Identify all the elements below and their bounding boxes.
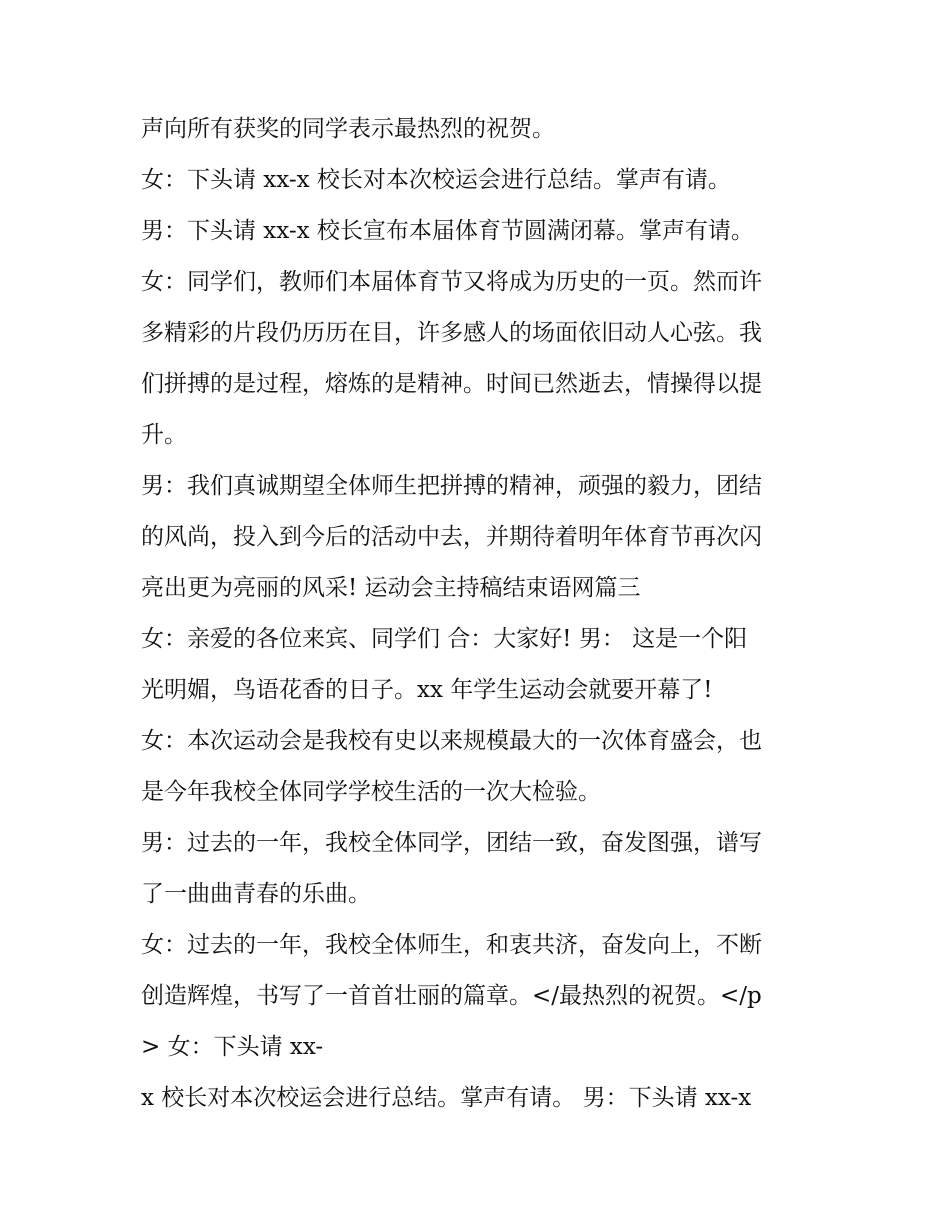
text-line: 创造辉煌，书写了一首首壮丽的篇章。</最热烈的祝贺。</p — [141, 983, 762, 1009]
text-line: 了一曲曲青春的乐曲。 — [141, 881, 371, 907]
text-line: 升。 — [141, 422, 187, 448]
text-line: 多精彩的片段仍历历在目，许多感人的场面依旧动人心弦。我 — [141, 320, 762, 346]
text-line: 男：过去的一年，我校全体同学，团结一致，奋发图强，谱写 — [141, 830, 762, 856]
text-line: 女：过去的一年，我校全体师生，和衷共济，奋发向上，不断 — [141, 932, 762, 958]
text-line: > 女：下头请 xx- — [141, 1034, 324, 1060]
text-line: 亮出更为亮丽的风采! 运动会主持稿结束语网篇三 — [141, 575, 641, 601]
text-line: 男：我们真诚期望全体师生把拼搏的精神，顽强的毅力，团结 — [141, 473, 762, 499]
text-line: 女：下头请 xx-x 校长对本次校运会进行总结。掌声有请。 — [141, 167, 731, 193]
text-line: 男：下头请 xx-x 校长宣布本届体育节圆满闭幕。掌声有请。 — [141, 218, 754, 244]
text-line: 的风尚，投入到今后的活动中去，并期待着明年体育节再次闪 — [141, 524, 762, 550]
text-line: 是今年我校全体同学学校生活的一次大检验。 — [141, 779, 601, 805]
text-line: 光明媚，鸟语花香的日子。xx 年学生运动会就要开幕了! — [141, 677, 713, 703]
text-line: 女：亲爱的各位来宾、同学们 合：大家好! 男： 这是一个阳 — [141, 626, 748, 652]
text-line: 女：同学们，教师们本届体育节又将成为历史的一页。然而许 — [141, 269, 762, 295]
text-line: 声向所有获奖的同学表示最热烈的祝贺。 — [141, 116, 555, 142]
text-line: 女：本次运动会是我校有史以来规模最大的一次体育盛会，也 — [141, 728, 762, 754]
text-line: 们拼搏的是过程，熔炼的是精神。时间已然逝去，情操得以提 — [141, 371, 762, 397]
text-line: x 校长对本次校运会进行总结。掌声有请。 男：下头请 xx-x — [141, 1085, 752, 1111]
document-body — [141, 104, 821, 1124]
